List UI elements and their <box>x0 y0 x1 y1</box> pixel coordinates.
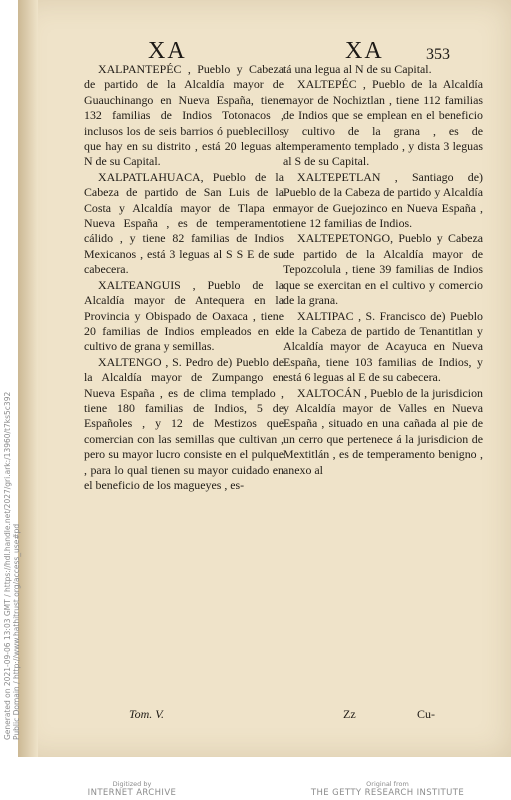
original-from-credit <box>300 780 475 798</box>
internet-archive-label: INTERNET ARCHIVE <box>87 788 177 798</box>
left-column <box>84 62 284 493</box>
running-head-left: XA <box>148 38 187 64</box>
entry-xaltepetongo: XALTEPETONGO, Pueblo y Cabeza de partido de la Alcaldía mayor de Tepozcolula , tiene 39 familias de Indios que se exercitan en el cultivo y comercio de la grana. <box>283 231 483 308</box>
entry-xalteanguis: XALTEANGUIS , Pueblo de la Alcaldía mayor de Antequera en la Provincia y Obispado de Oaxaca , tiene 20 familias de Indios empleados en el cultivo de grana y semillas. <box>84 277 284 354</box>
stamp-line-1: Generated on 2021-09-06 13:03 GMT / https://hdl.handle.net/2027/gri.ark:/13960/t7ks5c392 <box>3 391 12 740</box>
digitized-by-credit <box>62 780 202 798</box>
entry-xalpatlahuaca: XALPATLAHUACA, Pueblo de la Cabeza de partido de San Luis de la Costa y Alcaldía mayor de Tlapa en Nueva España , es de temperamento cálido , y tiene 82 familias de Indios Mexicanos , está 3 leguas al S S E de su cabecera. <box>84 169 284 277</box>
entry-xaltipac: XALTIPAC , S. Francisco de) Pueblo de la Cabeza de partido de Tenantitlan y Alcaldía mayor de Acayuca en Nueva España, tiene 103 familias de Indios, y está 6 leguas al E de su cabecera. <box>283 308 483 385</box>
page-gutter <box>18 0 38 757</box>
getty-institute-label: THE GETTY RESEARCH INSTITUTE <box>310 788 465 798</box>
hathitrust-stamp <box>3 392 21 740</box>
signature-mark-right: Zz <box>343 707 356 721</box>
entry-xaltepec: XALTEPÉC , Pueblo de la Alcaldía mayor de Nochiztlan , tiene 112 familias de Indios que se emplean en el beneficio y cultivo de la grana , es de temperamento templado , y dista 3 leguas al S de su Capital. <box>283 77 483 169</box>
stamp-line-2: Public Domain / http://www.hathitrust.org/access_use#pd <box>12 523 21 740</box>
entry-xaltepetlan: XALTEPETLAN , Santiago de) Pueblo de la Cabeza de partido y Alcaldía mayor de Guejozinco en Nueva España , tiene 12 familias de Indios. <box>283 169 483 231</box>
catchword: Cu- <box>417 707 435 721</box>
digitized-by-label: Digitized by <box>112 780 152 788</box>
original-from-label: Original from <box>366 780 409 788</box>
entry-continuation: tá una legua al N de su Capital. <box>283 62 432 76</box>
entry-xaltengo: XALTENGO , S. Pedro de) Pueblo de la Alcaldía mayor de Zumpango en Nueva España , es de clima templado , tiene 180 familias de Indios, 5 de Españoles , y 12 de Mestizos que comercian con las semillas que cultivan , pero su mayor lucro consiste en el pulque , para lo qual tienen su mayor cuidado en el beneficio de los magueyes , es- <box>84 354 284 492</box>
page-number: 353 <box>426 46 450 63</box>
entry-xaltocan: XALTOCÁN , Pueblo de la jurisdicion y Alcaldía mayor de Valles en Nueva España , situado en una cañada al pie de un cerro que pertenece á la jurisdicion de Mextitlán , es de temperamento benigno , anexo al <box>283 385 483 477</box>
running-head-right: XA <box>345 38 384 64</box>
right-column <box>283 62 483 478</box>
entry-xalpantepec: XALPANTEPÉC , Pueblo y Cabeza de partido de la Alcaldía mayor de Guauchinango en Nueva España, tiene 132 familias de Indios Totonacos , inclusos los de seis barrios ó pueblecillos que hay en su distrito , está 20 leguas al N de su Capital. <box>84 62 284 169</box>
signature-mark-left: Tom. V. <box>129 707 165 721</box>
